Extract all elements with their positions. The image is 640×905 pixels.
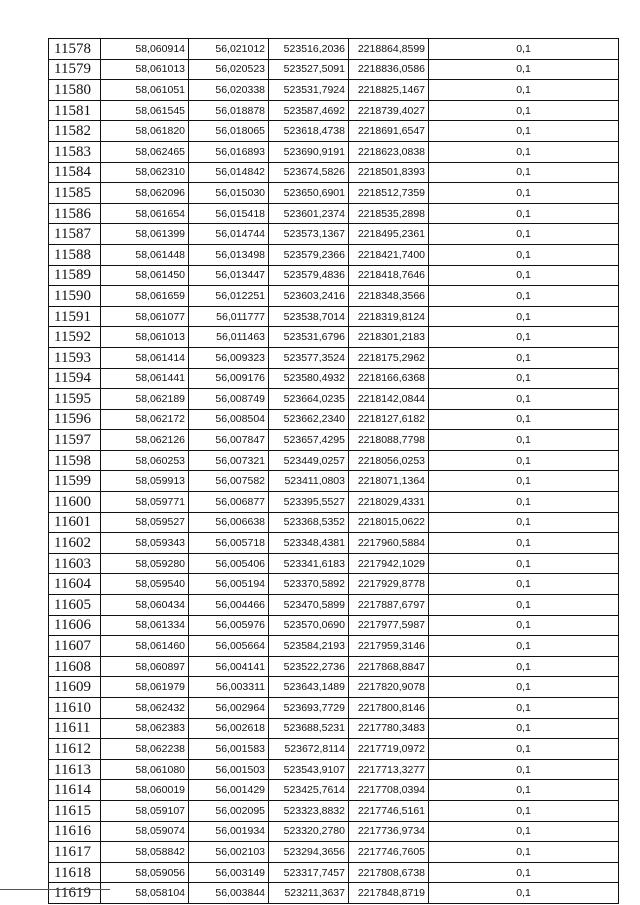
accuracy-cell: 0,1 <box>429 450 619 471</box>
longitude-cell: 56,005664 <box>189 636 269 657</box>
table-row <box>49 677 619 698</box>
x-coordinate-cell: 523587,4692 <box>269 100 349 121</box>
y-coordinate-cell: 2217708,0394 <box>349 780 429 801</box>
accuracy-cell: 0,1 <box>429 183 619 204</box>
x-coordinate-cell: 523674,5826 <box>269 162 349 183</box>
table-row <box>49 347 619 368</box>
latitude-cell: 58,058104 <box>101 883 189 904</box>
point-number-cell: 11606 <box>49 615 101 636</box>
y-coordinate-cell: 2217929,8778 <box>349 574 429 595</box>
table-row <box>49 224 619 245</box>
table-row <box>49 306 619 327</box>
x-coordinate-cell: 523601,2374 <box>269 203 349 224</box>
table-row <box>49 244 619 265</box>
point-number-cell: 11599 <box>49 471 101 492</box>
latitude-cell: 58,061080 <box>101 759 189 780</box>
longitude-cell: 56,009176 <box>189 368 269 389</box>
latitude-cell: 58,061659 <box>101 286 189 307</box>
longitude-cell: 56,013498 <box>189 244 269 265</box>
accuracy-cell: 0,1 <box>429 286 619 307</box>
accuracy-cell: 0,1 <box>429 347 619 368</box>
point-number-cell: 11613 <box>49 759 101 780</box>
table-row <box>49 39 619 60</box>
latitude-cell: 58,059527 <box>101 512 189 533</box>
accuracy-cell: 0,1 <box>429 533 619 554</box>
y-coordinate-cell: 2218056,0253 <box>349 450 429 471</box>
x-coordinate-cell: 523688,5231 <box>269 718 349 739</box>
table-row <box>49 512 619 533</box>
longitude-cell: 56,018878 <box>189 100 269 121</box>
table-row <box>49 141 619 162</box>
table-row <box>49 759 619 780</box>
accuracy-cell: 0,1 <box>429 574 619 595</box>
table-row <box>49 389 619 410</box>
y-coordinate-cell: 2217942,1029 <box>349 553 429 574</box>
y-coordinate-cell: 2218015,0622 <box>349 512 429 533</box>
y-coordinate-cell: 2218535,2898 <box>349 203 429 224</box>
accuracy-cell: 0,1 <box>429 883 619 904</box>
point-number-cell: 11595 <box>49 389 101 410</box>
x-coordinate-cell: 523579,2366 <box>269 244 349 265</box>
latitude-cell: 58,060914 <box>101 39 189 60</box>
accuracy-cell: 0,1 <box>429 615 619 636</box>
longitude-cell: 56,007321 <box>189 450 269 471</box>
table-row <box>49 471 619 492</box>
y-coordinate-cell: 2218623,0838 <box>349 141 429 162</box>
x-coordinate-cell: 523690,9191 <box>269 141 349 162</box>
y-coordinate-cell: 2217848,8719 <box>349 883 429 904</box>
longitude-cell: 56,012251 <box>189 286 269 307</box>
point-number-cell: 11578 <box>49 39 101 60</box>
latitude-cell: 58,062172 <box>101 409 189 430</box>
accuracy-cell: 0,1 <box>429 327 619 348</box>
point-number-cell: 11597 <box>49 430 101 451</box>
y-coordinate-cell: 2217719,0972 <box>349 739 429 760</box>
accuracy-cell: 0,1 <box>429 656 619 677</box>
x-coordinate-cell: 523470,5899 <box>269 595 349 616</box>
table-row <box>49 183 619 204</box>
footnote-divider <box>0 889 110 890</box>
longitude-cell: 56,007847 <box>189 430 269 451</box>
accuracy-cell: 0,1 <box>429 512 619 533</box>
y-coordinate-cell: 2218029,4331 <box>349 492 429 513</box>
table-row <box>49 656 619 677</box>
longitude-cell: 56,015418 <box>189 203 269 224</box>
x-coordinate-cell: 523395,5527 <box>269 492 349 513</box>
x-coordinate-cell: 523449,0257 <box>269 450 349 471</box>
accuracy-cell: 0,1 <box>429 121 619 142</box>
point-number-cell: 11581 <box>49 100 101 121</box>
table-row <box>49 780 619 801</box>
longitude-cell: 56,005194 <box>189 574 269 595</box>
longitude-cell: 56,008749 <box>189 389 269 410</box>
x-coordinate-cell: 523577,3524 <box>269 347 349 368</box>
point-number-cell: 11592 <box>49 327 101 348</box>
table-row <box>49 492 619 513</box>
x-coordinate-cell: 523323,8832 <box>269 800 349 821</box>
latitude-cell: 58,061979 <box>101 677 189 698</box>
point-number-cell: 11617 <box>49 842 101 863</box>
longitude-cell: 56,006877 <box>189 492 269 513</box>
longitude-cell: 56,002618 <box>189 718 269 739</box>
point-number-cell: 11614 <box>49 780 101 801</box>
x-coordinate-cell: 523527,5091 <box>269 59 349 80</box>
x-coordinate-cell: 523348,4381 <box>269 533 349 554</box>
latitude-cell: 58,061820 <box>101 121 189 142</box>
point-number-cell: 11596 <box>49 409 101 430</box>
point-number-cell: 11594 <box>49 368 101 389</box>
table-row <box>49 203 619 224</box>
latitude-cell: 58,061545 <box>101 100 189 121</box>
table-row <box>49 409 619 430</box>
coordinates-table <box>48 38 619 904</box>
latitude-cell: 58,059056 <box>101 862 189 883</box>
latitude-cell: 58,062465 <box>101 141 189 162</box>
accuracy-cell: 0,1 <box>429 306 619 327</box>
x-coordinate-cell: 523317,7457 <box>269 862 349 883</box>
latitude-cell: 58,061399 <box>101 224 189 245</box>
x-coordinate-cell: 523693,7729 <box>269 698 349 719</box>
latitude-cell: 58,059913 <box>101 471 189 492</box>
longitude-cell: 56,002964 <box>189 698 269 719</box>
longitude-cell: 56,004466 <box>189 595 269 616</box>
x-coordinate-cell: 523573,1367 <box>269 224 349 245</box>
longitude-cell: 56,002095 <box>189 800 269 821</box>
table-row <box>49 368 619 389</box>
accuracy-cell: 0,1 <box>429 553 619 574</box>
point-number-cell: 11619 <box>49 883 101 904</box>
table-row <box>49 595 619 616</box>
longitude-cell: 56,005406 <box>189 553 269 574</box>
longitude-cell: 56,014842 <box>189 162 269 183</box>
latitude-cell: 58,059107 <box>101 800 189 821</box>
y-coordinate-cell: 2218071,1364 <box>349 471 429 492</box>
latitude-cell: 58,062432 <box>101 698 189 719</box>
accuracy-cell: 0,1 <box>429 595 619 616</box>
accuracy-cell: 0,1 <box>429 471 619 492</box>
y-coordinate-cell: 2217800,8146 <box>349 698 429 719</box>
accuracy-cell: 0,1 <box>429 862 619 883</box>
x-coordinate-cell: 523294,3656 <box>269 842 349 863</box>
point-number-cell: 11598 <box>49 450 101 471</box>
table-row <box>49 327 619 348</box>
y-coordinate-cell: 2218301,2183 <box>349 327 429 348</box>
accuracy-cell: 0,1 <box>429 739 619 760</box>
y-coordinate-cell: 2218142,0844 <box>349 389 429 410</box>
y-coordinate-cell: 2217808,6738 <box>349 862 429 883</box>
latitude-cell: 58,060253 <box>101 450 189 471</box>
longitude-cell: 56,008504 <box>189 409 269 430</box>
point-number-cell: 11585 <box>49 183 101 204</box>
point-number-cell: 11590 <box>49 286 101 307</box>
longitude-cell: 56,020523 <box>189 59 269 80</box>
accuracy-cell: 0,1 <box>429 800 619 821</box>
longitude-cell: 56,013447 <box>189 265 269 286</box>
coordinates-table-body <box>49 39 619 904</box>
accuracy-cell: 0,1 <box>429 759 619 780</box>
longitude-cell: 56,005976 <box>189 615 269 636</box>
longitude-cell: 56,021012 <box>189 39 269 60</box>
latitude-cell: 58,061441 <box>101 368 189 389</box>
y-coordinate-cell: 2217977,5987 <box>349 615 429 636</box>
table-row <box>49 59 619 80</box>
latitude-cell: 58,059343 <box>101 533 189 554</box>
latitude-cell: 58,062189 <box>101 389 189 410</box>
latitude-cell: 58,061450 <box>101 265 189 286</box>
accuracy-cell: 0,1 <box>429 59 619 80</box>
y-coordinate-cell: 2218418,7646 <box>349 265 429 286</box>
y-coordinate-cell: 2217887,6797 <box>349 595 429 616</box>
x-coordinate-cell: 523425,7614 <box>269 780 349 801</box>
accuracy-cell: 0,1 <box>429 718 619 739</box>
y-coordinate-cell: 2217746,7605 <box>349 842 429 863</box>
table-row <box>49 553 619 574</box>
y-coordinate-cell: 2218691,6547 <box>349 121 429 142</box>
x-coordinate-cell: 523211,3637 <box>269 883 349 904</box>
accuracy-cell: 0,1 <box>429 409 619 430</box>
accuracy-cell: 0,1 <box>429 39 619 60</box>
latitude-cell: 58,061654 <box>101 203 189 224</box>
point-number-cell: 11600 <box>49 492 101 513</box>
latitude-cell: 58,062383 <box>101 718 189 739</box>
x-coordinate-cell: 523643,1489 <box>269 677 349 698</box>
table-row <box>49 533 619 554</box>
y-coordinate-cell: 2217868,8847 <box>349 656 429 677</box>
x-coordinate-cell: 523531,7924 <box>269 80 349 101</box>
latitude-cell: 58,058842 <box>101 842 189 863</box>
point-number-cell: 11593 <box>49 347 101 368</box>
table-row <box>49 862 619 883</box>
y-coordinate-cell: 2218127,6182 <box>349 409 429 430</box>
y-coordinate-cell: 2217959,3146 <box>349 636 429 657</box>
y-coordinate-cell: 2217713,3277 <box>349 759 429 780</box>
latitude-cell: 58,061414 <box>101 347 189 368</box>
table-row <box>49 450 619 471</box>
latitude-cell: 58,059280 <box>101 553 189 574</box>
table-row <box>49 430 619 451</box>
x-coordinate-cell: 523320,2780 <box>269 821 349 842</box>
longitude-cell: 56,015030 <box>189 183 269 204</box>
y-coordinate-cell: 2217780,3483 <box>349 718 429 739</box>
x-coordinate-cell: 523650,6901 <box>269 183 349 204</box>
accuracy-cell: 0,1 <box>429 162 619 183</box>
x-coordinate-cell: 523580,4932 <box>269 368 349 389</box>
longitude-cell: 56,006638 <box>189 512 269 533</box>
x-coordinate-cell: 523538,7014 <box>269 306 349 327</box>
longitude-cell: 56,009323 <box>189 347 269 368</box>
x-coordinate-cell: 523584,2193 <box>269 636 349 657</box>
point-number-cell: 11609 <box>49 677 101 698</box>
table-row <box>49 842 619 863</box>
y-coordinate-cell: 2218512,7359 <box>349 183 429 204</box>
accuracy-cell: 0,1 <box>429 821 619 842</box>
y-coordinate-cell: 2218175,2962 <box>349 347 429 368</box>
longitude-cell: 56,002103 <box>189 842 269 863</box>
latitude-cell: 58,059074 <box>101 821 189 842</box>
point-number-cell: 11602 <box>49 533 101 554</box>
point-number-cell: 11582 <box>49 121 101 142</box>
accuracy-cell: 0,1 <box>429 698 619 719</box>
y-coordinate-cell: 2218166,6368 <box>349 368 429 389</box>
x-coordinate-cell: 523657,4295 <box>269 430 349 451</box>
x-coordinate-cell: 523618,4738 <box>269 121 349 142</box>
y-coordinate-cell: 2218348,3566 <box>349 286 429 307</box>
x-coordinate-cell: 523570,0690 <box>269 615 349 636</box>
longitude-cell: 56,007582 <box>189 471 269 492</box>
longitude-cell: 56,016893 <box>189 141 269 162</box>
point-number-cell: 11603 <box>49 553 101 574</box>
x-coordinate-cell: 523531,6796 <box>269 327 349 348</box>
table-row <box>49 100 619 121</box>
point-number-cell: 11587 <box>49 224 101 245</box>
longitude-cell: 56,001429 <box>189 780 269 801</box>
point-number-cell: 11584 <box>49 162 101 183</box>
y-coordinate-cell: 2218088,7798 <box>349 430 429 451</box>
point-number-cell: 11589 <box>49 265 101 286</box>
table-row <box>49 821 619 842</box>
y-coordinate-cell: 2217736,9734 <box>349 821 429 842</box>
latitude-cell: 58,062096 <box>101 183 189 204</box>
longitude-cell: 56,011777 <box>189 306 269 327</box>
y-coordinate-cell: 2217960,5884 <box>349 533 429 554</box>
accuracy-cell: 0,1 <box>429 224 619 245</box>
latitude-cell: 58,059540 <box>101 574 189 595</box>
x-coordinate-cell: 523341,6183 <box>269 553 349 574</box>
latitude-cell: 58,061051 <box>101 80 189 101</box>
x-coordinate-cell: 523579,4836 <box>269 265 349 286</box>
table-row <box>49 286 619 307</box>
table-row <box>49 615 619 636</box>
point-number-cell: 11583 <box>49 141 101 162</box>
y-coordinate-cell: 2218495,2361 <box>349 224 429 245</box>
longitude-cell: 56,005718 <box>189 533 269 554</box>
point-number-cell: 11579 <box>49 59 101 80</box>
longitude-cell: 56,004141 <box>189 656 269 677</box>
accuracy-cell: 0,1 <box>429 492 619 513</box>
y-coordinate-cell: 2217746,5161 <box>349 800 429 821</box>
latitude-cell: 58,061013 <box>101 327 189 348</box>
accuracy-cell: 0,1 <box>429 780 619 801</box>
longitude-cell: 56,018065 <box>189 121 269 142</box>
accuracy-cell: 0,1 <box>429 430 619 451</box>
point-number-cell: 11586 <box>49 203 101 224</box>
table-row <box>49 162 619 183</box>
latitude-cell: 58,061460 <box>101 636 189 657</box>
longitude-cell: 56,001503 <box>189 759 269 780</box>
latitude-cell: 58,060434 <box>101 595 189 616</box>
accuracy-cell: 0,1 <box>429 677 619 698</box>
accuracy-cell: 0,1 <box>429 368 619 389</box>
latitude-cell: 58,060897 <box>101 656 189 677</box>
x-coordinate-cell: 523664,0235 <box>269 389 349 410</box>
longitude-cell: 56,011463 <box>189 327 269 348</box>
x-coordinate-cell: 523516,2036 <box>269 39 349 60</box>
table-row <box>49 698 619 719</box>
latitude-cell: 58,059771 <box>101 492 189 513</box>
y-coordinate-cell: 2218501,8393 <box>349 162 429 183</box>
accuracy-cell: 0,1 <box>429 141 619 162</box>
accuracy-cell: 0,1 <box>429 203 619 224</box>
accuracy-cell: 0,1 <box>429 80 619 101</box>
accuracy-cell: 0,1 <box>429 244 619 265</box>
y-coordinate-cell: 2218864,8599 <box>349 39 429 60</box>
point-number-cell: 11612 <box>49 739 101 760</box>
latitude-cell: 58,060019 <box>101 780 189 801</box>
table-row <box>49 718 619 739</box>
accuracy-cell: 0,1 <box>429 265 619 286</box>
point-number-cell: 11601 <box>49 512 101 533</box>
table-row <box>49 121 619 142</box>
x-coordinate-cell: 523603,2416 <box>269 286 349 307</box>
y-coordinate-cell: 2217820,9078 <box>349 677 429 698</box>
latitude-cell: 58,062238 <box>101 739 189 760</box>
latitude-cell: 58,062126 <box>101 430 189 451</box>
latitude-cell: 58,061334 <box>101 615 189 636</box>
accuracy-cell: 0,1 <box>429 100 619 121</box>
point-number-cell: 11588 <box>49 244 101 265</box>
longitude-cell: 56,001583 <box>189 739 269 760</box>
y-coordinate-cell: 2218836,0586 <box>349 59 429 80</box>
point-number-cell: 11616 <box>49 821 101 842</box>
point-number-cell: 11608 <box>49 656 101 677</box>
point-number-cell: 11591 <box>49 306 101 327</box>
table-row <box>49 636 619 657</box>
x-coordinate-cell: 523522,2736 <box>269 656 349 677</box>
accuracy-cell: 0,1 <box>429 842 619 863</box>
x-coordinate-cell: 523672,8114 <box>269 739 349 760</box>
x-coordinate-cell: 523543,9107 <box>269 759 349 780</box>
accuracy-cell: 0,1 <box>429 636 619 657</box>
x-coordinate-cell: 523662,2340 <box>269 409 349 430</box>
latitude-cell: 58,061448 <box>101 244 189 265</box>
table-row <box>49 739 619 760</box>
y-coordinate-cell: 2218319,8124 <box>349 306 429 327</box>
point-number-cell: 11607 <box>49 636 101 657</box>
table-row <box>49 883 619 904</box>
latitude-cell: 58,062310 <box>101 162 189 183</box>
table-row <box>49 80 619 101</box>
point-number-cell: 11605 <box>49 595 101 616</box>
table-row <box>49 800 619 821</box>
table-row <box>49 265 619 286</box>
longitude-cell: 56,003311 <box>189 677 269 698</box>
longitude-cell: 56,014744 <box>189 224 269 245</box>
longitude-cell: 56,003149 <box>189 862 269 883</box>
x-coordinate-cell: 523368,5352 <box>269 512 349 533</box>
latitude-cell: 58,061013 <box>101 59 189 80</box>
y-coordinate-cell: 2218825,1467 <box>349 80 429 101</box>
y-coordinate-cell: 2218739,4027 <box>349 100 429 121</box>
accuracy-cell: 0,1 <box>429 389 619 410</box>
point-number-cell: 11610 <box>49 698 101 719</box>
point-number-cell: 11611 <box>49 718 101 739</box>
x-coordinate-cell: 523411,0803 <box>269 471 349 492</box>
x-coordinate-cell: 523370,5892 <box>269 574 349 595</box>
table-row <box>49 574 619 595</box>
y-coordinate-cell: 2218421,7400 <box>349 244 429 265</box>
point-number-cell: 11615 <box>49 800 101 821</box>
longitude-cell: 56,003844 <box>189 883 269 904</box>
point-number-cell: 11604 <box>49 574 101 595</box>
latitude-cell: 58,061077 <box>101 306 189 327</box>
longitude-cell: 56,001934 <box>189 821 269 842</box>
longitude-cell: 56,020338 <box>189 80 269 101</box>
point-number-cell: 11580 <box>49 80 101 101</box>
point-number-cell: 11618 <box>49 862 101 883</box>
